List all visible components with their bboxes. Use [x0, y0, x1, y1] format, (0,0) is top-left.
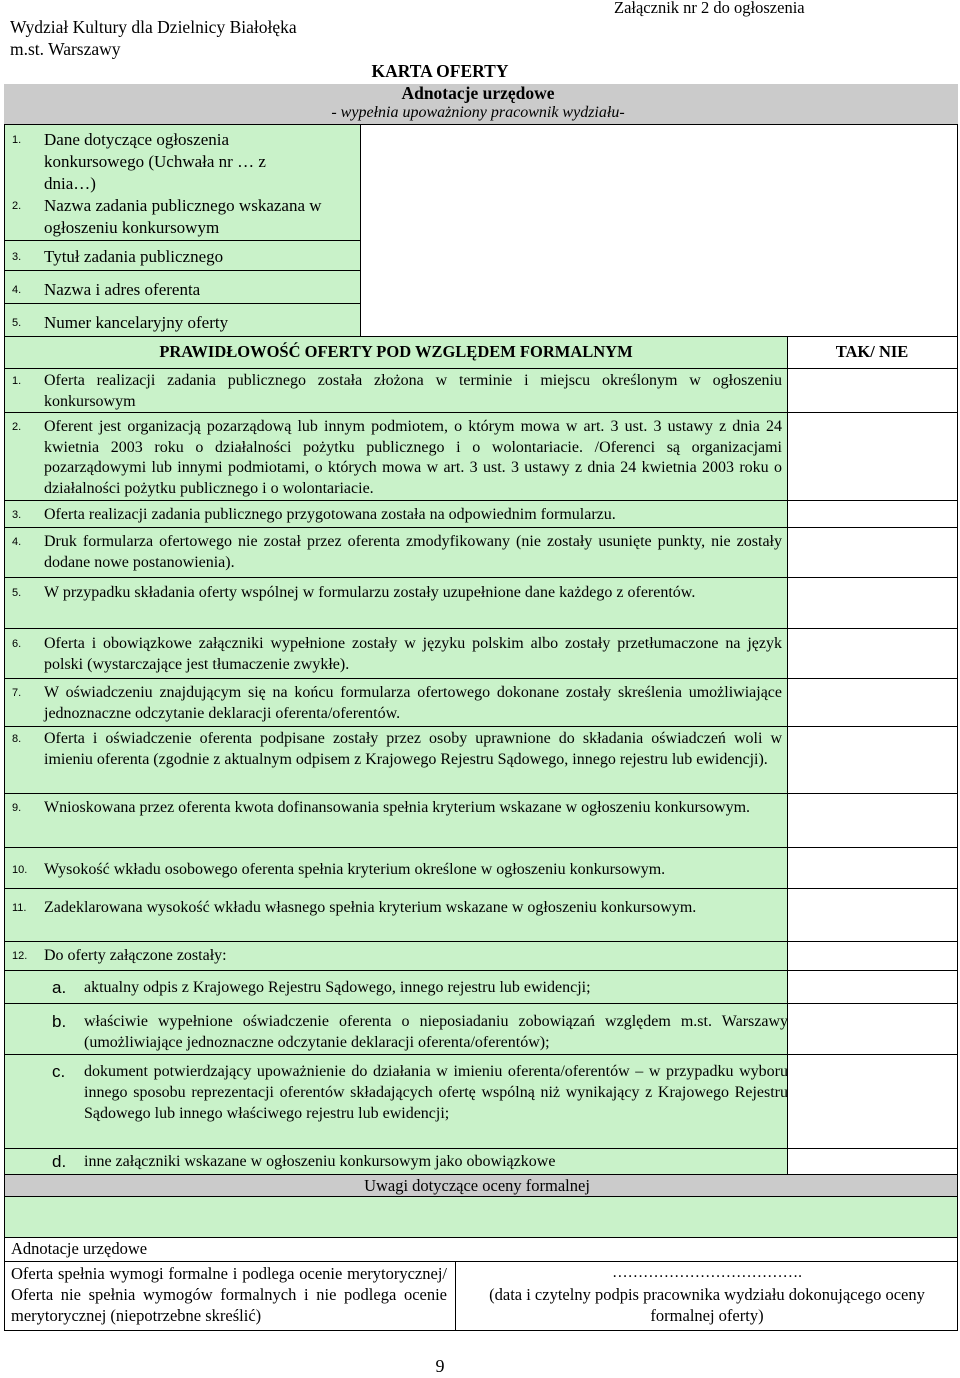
footer-divider: [455, 1261, 456, 1331]
formal-item-number: 10.: [12, 864, 28, 876]
signature-note: (data i czytelny podpis pracownika wydziału dokonującego oceny formalnej oferty): [489, 1285, 925, 1325]
info-row-line: [4, 270, 361, 271]
info-row-number: 4.: [12, 284, 22, 296]
department-line-1: Wydział Kultury dla Dzielnicy Białołęka: [10, 17, 297, 37]
formal-item: [4, 797, 788, 819]
formal-item-number: 3.: [12, 509, 22, 521]
formal-item-text: Oferta realizacji zadania publicznego przygotowana została na odpowiednim formularzu.: [44, 506, 616, 523]
annotations-line: [4, 1261, 958, 1262]
formal-item-text: Oferta i oświadczenie oferenta podpisane zostały przez osoby uprawnione do składania oświadczeń woli w imieniu oferenta (zgodnie z aktualnym odpisem z Krajowego Rejestru Sądowego, innego rejestru lub ewidencji).: [44, 730, 782, 768]
attachment-item: [44, 977, 788, 998]
tak-nie-heading: TAK/ NIE: [835, 342, 909, 361]
formal-item: [4, 504, 788, 526]
remarks-bottom-line: [4, 1237, 958, 1238]
info-row-label: Dane dotyczące ogłoszenia konkursowego (Uchwała nr … z dnia…): [44, 130, 266, 193]
formal-item-number: 7.: [12, 687, 22, 699]
department-line-2: m.st. Warszawy: [10, 39, 121, 59]
row-separator: [4, 970, 958, 971]
formal-item: [4, 416, 788, 499]
formal-heading: PRAWIDŁOWOŚĆ OFERTY POD WZGLĘDEM FORMALNYM: [159, 342, 633, 361]
card-title: KARTA OFERTY: [371, 61, 509, 81]
formal-item-text: Wysokość wkładu osobowego oferenta spełnia kryterium określone w ogłoszeniu konkursowym.: [44, 861, 666, 878]
formal-item-text: Zadeklarowana wysokość wkładu własnego spełnia kryterium wskazane w ogłoszeniu konkursowym.: [44, 899, 697, 916]
row-separator: [4, 412, 958, 413]
formal-item-number: 5.: [12, 587, 22, 599]
info-row-label: Nazwa zadania publicznego wskazana w ogłoszeniu konkursowym: [44, 196, 322, 237]
formal-item-text: Wnioskowana przez oferenta kwota dofinansowania spełnia kryterium wskazane w ogłoszeniu konkursowym.: [44, 799, 751, 816]
row-separator: [4, 793, 958, 794]
attachment-text: inne załączniki wskazane w ogłoszeniu konkursowym jako obowiązkowe: [84, 1153, 556, 1170]
formal-item-text: Do oferty załączone zostały:: [44, 947, 227, 964]
attachment-item: [44, 1061, 788, 1124]
attachment-item: [44, 1151, 788, 1172]
info-row-number: 5.: [12, 317, 22, 329]
info-row-line: [4, 303, 361, 304]
department-name: [10, 16, 340, 60]
formal-item-text: W przypadku składania oferty wspólnej w formularzu zostały uzupełnione dane każdego z oferentów.: [44, 584, 696, 601]
row-separator: [4, 577, 958, 578]
formal-item-text: Druk formularza ofertowego nie został przez oferenta zmodyfikowany (nie zostały usunięte punkty, nie zostały dodane nowe postanowienia).: [44, 533, 782, 571]
formal-item-text: Oferent jest organizacją pozarządową lub innym podmiotem, o którym mowa w art. 3 ust. 3 ustawy z dnia 24 kwietnia 2003 roku o działalności pożytku publicznego i o wolontariacie. /Oferenci są organizacjami pozarządowymi lub innymi podmiotami, o których mowa w art. 3 ust. 3 ustawy z dnia 24 kwietnia 2003 roku o działalności pożytku publicznego i o wolontariacie.: [44, 418, 782, 497]
formal-item: [4, 633, 788, 675]
info-row-label: Nazwa i adres oferenta: [44, 280, 201, 299]
info-row-number: 3.: [12, 251, 22, 263]
formal-item: [4, 859, 788, 881]
info-row-number: 2.: [12, 200, 22, 212]
info-row: [12, 244, 352, 268]
card-note: - wypełnia upoważniony pracownik wydziału-: [331, 104, 625, 121]
info-row-label: Numer kancelaryjny oferty: [44, 313, 229, 332]
info-row: [12, 310, 352, 334]
formal-item: [4, 728, 788, 770]
annotations-label: Adnotacje urzędowe: [11, 1239, 148, 1258]
formal-item-number: 6.: [12, 638, 22, 650]
row-separator: [4, 888, 958, 889]
row-separator: [4, 1054, 958, 1055]
info-row-line: [4, 240, 361, 241]
attachment-label: Załącznik nr 2 do ogłoszenia: [614, 0, 805, 17]
formal-item-text: Oferta realizacji zadania publicznego została złożona w terminie i miejscu określonym w ogłoszeniu konkursowym: [44, 372, 782, 410]
formal-item-text: W oświadczeniu znajdującym się na końcu formularza ofertowego dokonane zostały skreślenia umożliwiające jednoznaczne odczytanie deklaracji oferenta/oferentów.: [44, 684, 782, 722]
info-row: [12, 193, 352, 239]
attachment-item: [44, 1011, 788, 1053]
info-row: [12, 127, 352, 195]
row-separator: [4, 726, 958, 727]
remarks-area: [5, 1197, 957, 1237]
attachment-text: aktualny odpis z Krajowego Rejestru Sądowego, innego rejestru lub ewidencji;: [84, 979, 591, 996]
formal-item: [4, 531, 788, 573]
formal-item: [4, 682, 788, 724]
info-divider: [360, 124, 361, 337]
formal-item-number: 2.: [12, 421, 22, 433]
attachment-letter: c.: [52, 1062, 66, 1081]
row-separator: [4, 678, 958, 679]
info-row-number: 1.: [12, 134, 22, 146]
row-separator: [4, 628, 958, 629]
row-separator: [4, 847, 958, 848]
remarks-heading: Uwagi dotyczące oceny formalnej: [364, 1176, 590, 1195]
formal-item: [4, 897, 788, 919]
row-separator: [4, 941, 958, 942]
formal-item-number: 9.: [12, 802, 22, 814]
formal-heading-line: [4, 368, 958, 369]
info-row-label: Tytuł zadania publicznego: [44, 247, 224, 266]
formal-item: [4, 945, 788, 967]
row-separator: [4, 1003, 958, 1004]
formal-item: [4, 582, 788, 604]
formal-item-number: 1.: [12, 375, 22, 387]
info-row: [12, 277, 352, 301]
attachment-text: dokument potwierdzający upoważnienie do działania w imieniu oferenta/oferentów – w przypadku wyboru innego sposobu reprezentacji oferentów składających ofertę wspólną niż wynikający z Krajowego Rejestru Sądowego lub innego właściwego rejestru lub ewidencji;: [84, 1063, 788, 1122]
page-number: 9: [435, 1356, 445, 1376]
attachment-letter: a.: [52, 978, 67, 997]
row-separator: [4, 500, 958, 501]
row-separator: [4, 1148, 958, 1149]
attachment-text: właściwie wypełnione oświadczenie oferenta o nieposiadaniu zobowiązań względem m.st. Warszawy (umożliwiające jednoznaczne odczytanie deklaracji oferenta/oferentów);: [84, 1013, 788, 1051]
decision-text: Oferta spełnia wymogi formalne i podlega ocenie merytorycznej/ Oferta nie spełnia wymogów formalnych i nie podlega ocenie merytorycznej (niepotrzebne skreślić): [11, 1264, 447, 1325]
card-subtitle: Adnotacje urzędowe: [401, 83, 555, 103]
formal-item: [4, 370, 788, 412]
formal-item-number: 8.: [12, 733, 22, 745]
formal-item-text: Oferta i obowiązkowe załączniki wypełnione zostały w języku polskim albo zostały przetłumaczone na język polski (wystarczające jest tłumaczenie zwykłe).: [44, 635, 782, 673]
formal-item-number: 11.: [12, 902, 27, 914]
attachment-letter: d.: [52, 1152, 67, 1171]
attachment-letter: b.: [52, 1012, 67, 1031]
row-separator: [4, 527, 958, 528]
formal-item-number: 4.: [12, 536, 22, 548]
signature-dots: ……………………………….: [612, 1264, 802, 1281]
formal-item-number: 12.: [12, 950, 28, 962]
